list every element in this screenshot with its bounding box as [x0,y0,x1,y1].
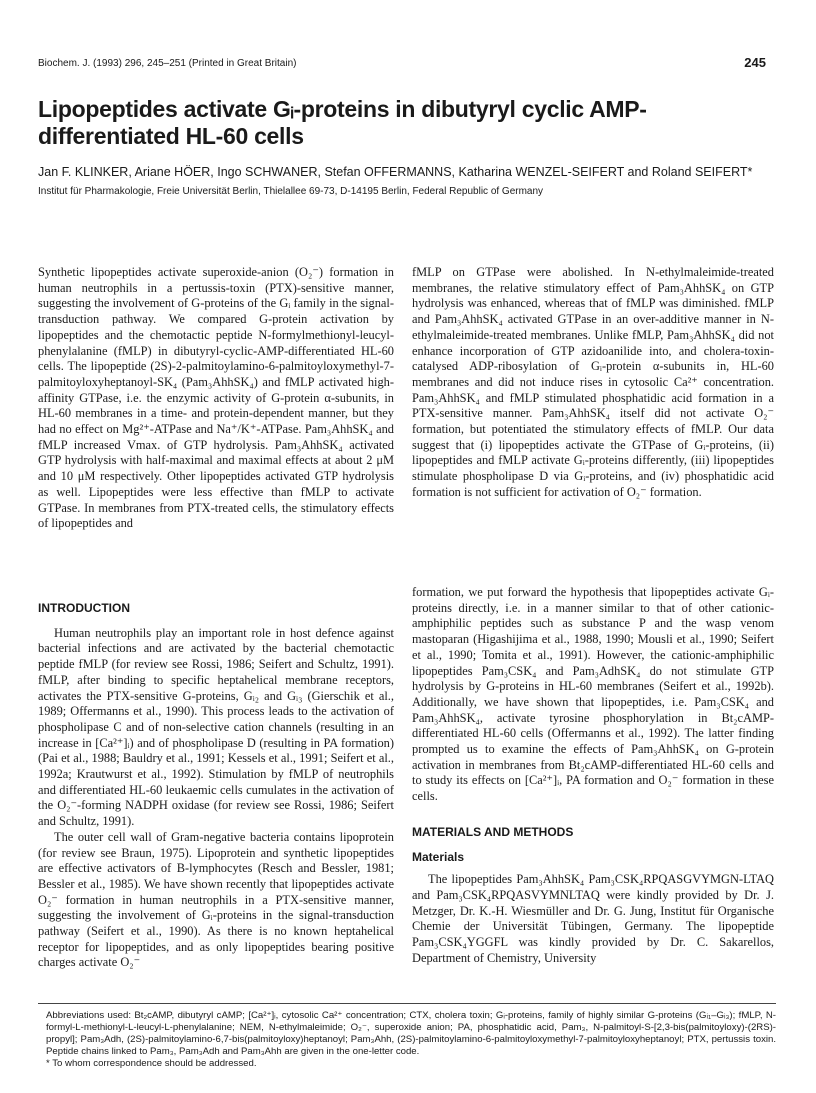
methods-heading: MATERIALS AND METHODS [412,824,574,839]
correspondence-footnote: * To whom correspondence should be addressed. [46,1058,257,1069]
introduction-right-column [412,585,774,966]
footnotes [38,1010,776,1070]
author-list: Jan F. KLINKER, Ariane HÖER, Ingo SCHWANER, Stefan OFFERMANNS, Katharina WENZEL-SEIFERT and Roland SEIFERT* [38,165,753,179]
materials-subheading: Materials [412,849,465,864]
article-title: Lipopeptides activate Gᵢ-proteins in dibutyryl cyclic AMP-differentiated HL-60 cells [38,96,647,149]
abstract-text-right: fMLP on GTPase were abolished. In N-ethylmaleimide-treated membranes, the relative stimulatory effect of Pam₃AhhSK₄ on GTP hydrolysis was enhanced, whereas that of fMLP was diminished. fMLP and Pam₃AhhSK₄ activated GTPase in an over-additive manner in N-ethylmaleimide-treated membranes. Unlike fMLP, Pam₃AhhSK₄ did not enhance incorporation of GTP azidoanilide into, and cholera-toxin-catalysed ADP-ribosylation of Gᵢ-protein α-subunits in, HL-60 membranes and did not induce rises in cytosolic Ca²⁺ concentration. Pam₃AhhSK₄ and fMLP stimulated phosphatidic acid formation in a PTX-sensitive manner. Pam₃AhhSK₄ itself did not activate O₂⁻ formation, but potentiated the stimulatory effects of fMLP. Our data suggest that (i) lipopeptides activate the GTPase of Gᵢ-proteins, (ii) lipopeptides and fMLP activate Gᵢ-proteins differently, (iii) lipopeptides stimulate phospholipase D via Gᵢ-proteins, and (iv) phosphatidic acid formation is not sufficient for activation of O₂⁻ formation. [412,265,774,499]
introduction-paragraph-2: The outer cell wall of Gram-negative bacteria contains lipoprotein (for review see Braun, 1975). Lipoprotein and synthetic lipopeptides are effective activators of B-lymphocytes (Resch and Bessler, 1981; Bessler et al., 1985). We have shown recently that lipopeptides activate O₂⁻ formation in human neutrophils in a PTX-sensitive manner, suggesting the involvement of Gᵢ-proteins in the signal-transduction pathway (Seifert et al., 1990). As there is no known heptahelical receptor for lipopeptides, and as only lipopeptides bearing positive charges activate O₂⁻ [38,829,394,970]
abstract-text-left: Synthetic lipopeptides activate superoxide-anion (O₂⁻) formation in human neutrophils in a pertussis-toxin (PTX)-sensitive manner, suggesting the involvement of G-proteins of the Gᵢ family in the signal-transduction pathway. We compared G-protein activation by lipopeptides and the chemotactic peptide N-formylmethionyl-leucyl-phenylalanine (fMLP) in dibutyryl-cyclic-AMP-differentiated HL-60 cells. The lipopeptide (2S)-2-palmitoylamino-6-palmitoyloxymethyl-7-palmitoyloxyheptanoyl-SK₄ (Pam₃AhhSK₄) and fMLP activated high-affinity GTPase, i.e. the enzymic activity of G-protein α-subunits, in HL-60 membranes in a time- and protein-dependent manner, but they had no effect on Mg²⁺-ATPase and Na⁺/K⁺-ATPase. Pam₃AhhSK₄ and fMLP increased Vmax. of GTP hydrolysis. Pam₃AhhSK₄ activated GTP hydrolysis with half-maximal and maximal effects at about 2 μM and 10 μM respectively. Other lipopeptides activated GTP hydrolysis as well. Lipopeptides were less effective than fMLP to activate GTPase. In membranes from PTX-treated cells, the stimulatory effects of lipopeptides and [38,265,394,531]
introduction-paragraph-1: Human neutrophils play an important role in host defence against bacterial infections and are activated by the bacterial chemotactic peptide fMLP (for review see Rossi, 1986; Seifert and Schultz, 1991). fMLP, after binding to specific heptahelical membrane receptors, activates the PTX-sensitive G-proteins, Gᵢ₂ and Gᵢ₃ (Gierschik et al., 1989; Offermanns et al., 1990). This process leads to the activation of phospholipase C and of non-selective cation channels (resulting in an increase in [Ca²⁺]ᵢ) and of phospholipase D (resulting in PA formation) (Pai et al., 1988; Bauldry et al., 1991; Kessels et al., 1991; Seifert et al., 1992a; Krautwurst et al., 1992). Stimulation by fMLP of neutrophils and differentiated HL-60 leukaemic cells cumulates in the activation of the O₂⁻-forming NADPH oxidase (for review see Rossi, 1986; Seifert and Schultz, 1991). [38,625,394,829]
abbreviations-footnote: Abbreviations used: Bt₂cAMP, dibutyryl cAMP; [Ca²⁺]ᵢ, cytosolic Ca²⁺ concentration; CTX, cholera toxin; Gᵢ-proteins, family of highly similar G-proteins (Gᵢ₁–Gᵢ₃); fMLP, N-formyl-L-methionyl-L-leucyl-L-phenylalanine; NEM, N-ethylmaleimide; O₂⁻, superoxide anion; PA, phosphatidic acid, Pam₃, N-palmitoyl-S-[2,3-bis(palmitoyloxy)-(2RS)-propyl]; Pam₃Adh, (2S)-palmitoylamino-6,7-bis(palmitoyloxy)heptanoyl; Pam₃Ahh, (2S)-palmitoylamino-6-palmitoyloxymethyl-7-palmitoyloxyheptanoyl; PTX, pertussis toxin. Peptide chains linked to Pam₃, Pam₃Adh and Pam₃Ahh are given in the one-letter code. [46,1010,776,1057]
affiliation: Institut für Pharmakologie, Freie Universität Berlin, Thielallee 69-73, D-14195 Berlin, Federal Republic of Germany [38,186,544,197]
abstract-left-column [38,265,394,532]
footnote-divider [38,1003,776,1004]
introduction-heading: INTRODUCTION [38,601,130,615]
introduction-left-column [38,601,394,971]
page-number: 245 [744,55,766,70]
materials-paragraph: The lipopeptides Pam₃AhhSK₄ Pam₃CSK₄RPQASGVYMGN-LTAQ and Pam₃CSK₄RPQASVYMNLTAQ were kindly provided by Dr. J. Metzger, Dr. K.-H. Wiesmüller and Dr. G. Jung, Institut für Organische Chemie der Universität Tübingen, Germany. The lipopeptide Pam₃CSK₄YGGFL was kindly provided by Dr. C. Sakarellos, Department of Chemistry, University [412,872,774,965]
abstract-right-column [412,265,774,501]
journal-citation: Biochem. J. (1993) 296, 245–251 (Printed in Great Britain) [38,58,297,69]
introduction-continuation: formation, we put forward the hypothesis that lipopeptides activate Gᵢ-proteins directly, i.e. in a manner similar to that of other cationic-amphiphilic peptides such as substance P and the wasp venom mastoparan (Higashijima et al., 1988, 1990; Mousli et al., 1990; Seifert et al., 1990; Tomita et al., 1991). However, the cationic-amphiphilic lipopeptides Pam₃CSK₄ and Pam₃AdhSK₄ do not stimulate GTP hydrolysis by G-proteins in HL-60 membranes (Seifert et al., 1992b). Additionally, we have shown that lipopeptides, i.e. Pam₃CSK₄ and Pam₃AhhSK₄, activate tyrosine phosphorylation in Bt₂cAMP-differentiated HL-60 cells (Offermanns et al., 1992). The latter finding prompted us to examine the effects of Pam₃AhhSK₄ on G-protein activation in membranes from Bt₂cAMP-differentiated HL-60 cells and to study its effects on [Ca²⁺]ᵢ, PA formation and O₂⁻ formation in these cells. [412,585,774,804]
